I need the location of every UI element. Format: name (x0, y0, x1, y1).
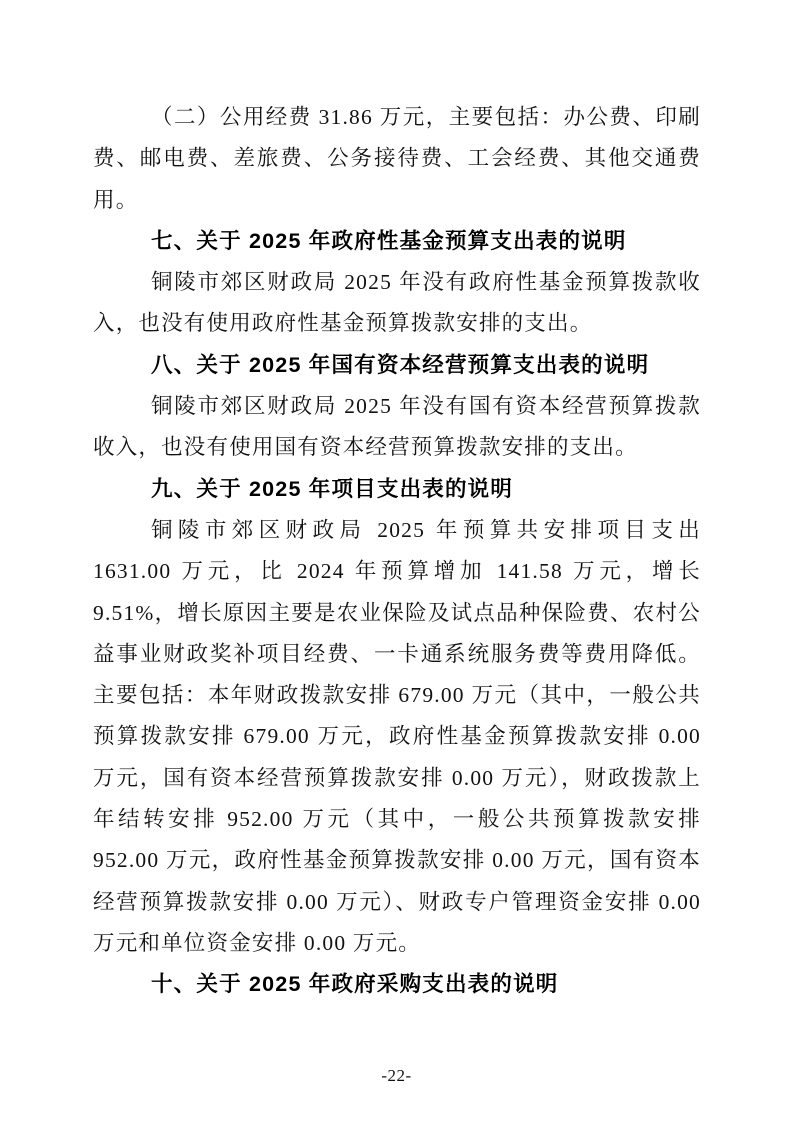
paragraph-section-9-project-expenditure: 铜陵市郊区财政局 2025 年预算共安排项目支出 1631.00 万元，比 2024 年预算增加 141.58 万元，增长 9.51%，增长原因主要是农业保险及试点品种保险费、农村公益事业财政奖补项目经费、一卡通系统服务费等费用降低。主要包括：本年财政拨款安排 679.00 万元（其中，一般公共预算拨款安排 679.00 万元，政府性基金预算拨款安排 0.00 万元，国有资本经营预算拨款安排 0.00 万元），财政拨款上年结转安排 952.00 万元（其中，一般公共预算拨款安排 952.00 万元，政府性基金预算拨款安排 0.00 万元，国有资本经营预算拨款安排 0.00 万元）、财政专户管理资金安排 0.00 万元和单位资金安排 0.00 万元。 (93, 517, 701, 955)
heading-section-9-project-expenditure: 九、关于 2025 年项目支出表的说明 (151, 476, 514, 501)
paragraph-section-7-gov-fund-budget: 铜陵市郊区财政局 2025 年没有政府性基金预算拨款收入，也没有使用政府性基金预算拨款安排的支出。 (93, 270, 701, 336)
document-content (93, 97, 701, 1006)
heading-section-7-gov-fund-budget: 七、关于 2025 年政府性基金预算支出表的说明 (151, 228, 627, 253)
paragraph-public-expense: （二）公用经费 31.86 万元，主要包括：办公费、印刷费、邮电费、差旅费、公务接待费、工会经费、其他交通费用。 (93, 105, 701, 212)
paragraph-section-8-state-capital-budget: 铜陵市郊区财政局 2025 年没有国有资本经营预算拨款收入，也没有使用国有资本经营预算拨款安排的支出。 (93, 394, 701, 460)
heading-section-8-state-capital-budget: 八、关于 2025 年国有资本经营预算支出表的说明 (151, 352, 650, 377)
heading-section-10-gov-procurement: 十、关于 2025 年政府采购支出表的说明 (151, 972, 559, 997)
page-number: -22- (381, 1066, 412, 1085)
